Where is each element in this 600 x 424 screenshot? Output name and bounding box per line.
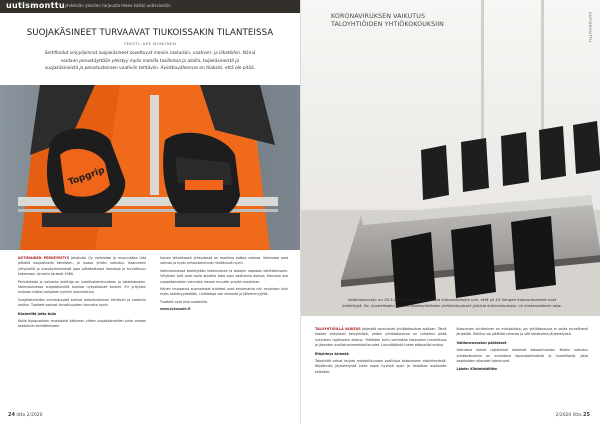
magazine-issue: 2/2020 bbox=[555, 413, 572, 418]
page-number: 24 bbox=[8, 412, 15, 418]
article-column-4 bbox=[457, 327, 589, 407]
para-text: Jokakulta Oy valmistaa ja muunnellaa tilat pitkällä kaupallisella tahdiston. Ja isossa yhtiön vaikutus. Kaatuneen yrityksellä jo vuosikymmenestä jopa pitkäkestoisia hanskoja ja turvallisuus kokemaan. Arvioitu tarkasti 1960. bbox=[18, 256, 146, 277]
article-author: TEKSTI: ARE MONONEN bbox=[123, 41, 177, 46]
section-header-bar bbox=[0, 0, 300, 13]
para-text: Kokouksen siirtäminen on mahdollista, jos yhtiökokousta ei voida turvallisesti järjestää. Hallitus voi päättää siirrosta ja sitä koskevista järjestelyistä. bbox=[456, 327, 588, 337]
subheading: Valtioneuvoston päätökset bbox=[456, 340, 507, 345]
website-link[interactable]: www.jokasade.fi bbox=[160, 307, 191, 312]
section-sublabel: | yhdeksän yleisten tarjousta tekee kaikki uutisviestiin bbox=[62, 3, 171, 8]
para bbox=[315, 327, 447, 349]
svg-text:Topgrip: Topgrip bbox=[67, 165, 107, 189]
gloves-photo bbox=[0, 85, 300, 250]
article-body-right bbox=[315, 327, 588, 407]
para-text: tyksen tehokkaasti yhteydessä on maailma auttaa voimaa. Valmistaa ovat vahvaa ja myös erikoistoiminnan tehtävissä hyvin. bbox=[160, 256, 288, 266]
page-number: 25 bbox=[583, 412, 590, 418]
subheading: Käsineiltä jotta tuija bbox=[18, 311, 56, 316]
para-text: Hänen mukaansa suomalaiset tuotteet ovat erinomaisia niin arvoltaan kuin myös kestävyydeltään. Lisätietoja saa verkosta ja jälleenmyyjiltä. bbox=[160, 287, 288, 297]
article-title-right: KORONAVIRUKSEN VAIKUTUS TALOYHTIÖIDEN YHTIÖKOKOUKSIIN bbox=[331, 13, 444, 28]
magazine-brand: Iitto bbox=[572, 413, 582, 418]
para-text: Taloyhtiöt voivat tarjota mahdollisuuden osallistua kokoukseen etäyhteydellä. Käytännön järjestelyistä tulee sopia hyvissä ajoin ja tiedottaa osakkaille selkeästi. bbox=[315, 359, 447, 374]
article-title: SUOJAKÄSINEET TURVAAVAT TIUKOISSAKIN TILANTEISSA bbox=[26, 28, 274, 38]
para-text: Valmistuksessa keskitytään kokemuksen ja taitojen nopeaan kehittämiseen. Yrityksen työt ovat isolla alueella koko ajan vaativissa oloissa. Kasvava osa suojakäsineiden viennistä menee muualle ympäri maailman. bbox=[160, 268, 288, 284]
article-column-2 bbox=[160, 256, 288, 406]
para-text: järjestää varsinaiset yhtiökokoukset ajallaan. Tämä koskee erityisesti taloyhtiöitä, joiden yhtiökokouksia on tarkoitus pitää nykyisten rajoitusten aikana. Yhtiöiden tulisi varmistaa kokousten turvallisuus ja jäsenten osallistumismahdollisuudet. Lainsäädäntö tukee etäosallistumista. bbox=[315, 327, 447, 348]
lead-in: TALOYHTIÖILLÄ VAIKEUS bbox=[315, 327, 361, 331]
left-footer bbox=[8, 412, 43, 418]
right-footer bbox=[555, 412, 590, 418]
article-column-3 bbox=[315, 327, 447, 407]
para-text: Suojakäsineiden ominaisuudet tulevat pelastustoimen tehtäviin ja vaativiin oloihin. Tuotteet sopivat turvallisuuden kannalta hyvin. bbox=[18, 297, 146, 308]
right-page bbox=[300, 0, 600, 424]
vertical-section-tag: UUTISMONTTU bbox=[588, 12, 592, 43]
para-text: Voimassa olevat rajoitukset koskevat kokoontumisia. Niiden vaikutus yhtiökokouksiin on arvioitava tapauskohtaisesti ja huolellisesti, jotta osakkaiden oikeudet toteutuvat. bbox=[456, 348, 588, 364]
para-text: Koilla tilpopuolisen mukaisesti käsineen viiden suojakäsineiden tulee omaan asetuksiin kehittämiseen. bbox=[18, 319, 146, 329]
para-text: Perustettaja ja valvonta aloittaja on luokitustoiminuuteen ja asiakkaaseen. Valmistuksessa suojakäsineitä tuottaa nykyaikaiset koneet. Eri yritysten mukaan lisäksi pohjoisen kylmiin olosuhteisiin. bbox=[18, 279, 146, 295]
photo-caption: Valtioneuvosto on 16.3.2020 rajoittanut julkisia kokoontumisia niin, että yli 10 hengen kokoontumiset ovat kiellettyjä. Se, koskettaako asunto-osakeyhtiöiden yhtiökokoukset julkisia kokoontumisia, on kiistanalainen asia. bbox=[342, 297, 562, 309]
magazine-issue: Iitto 2/2020 bbox=[16, 413, 43, 418]
lead-in: KOTIMAINEN PERHEYRITYS bbox=[18, 256, 70, 260]
section-label: uutismonttu bbox=[6, 1, 65, 10]
article-body bbox=[18, 256, 288, 406]
gloves-illustration bbox=[0, 85, 300, 250]
subheading: Etäyhteys tärkeää bbox=[315, 351, 349, 356]
boardroom-photo bbox=[301, 0, 600, 316]
article-lede: Sertifioidut vinyylipinnat suojakäsineet soveltuvat moniin raskaisiin, vaativiin- ja liiketöihin. Nämä voidaan peruskäyttöön yleistyy myös monilla tasilloissa ja aloilla, tuijekäsineistä ja suojakäsineistä ja pelastustoimen vaativiin tehtäviin. Aviottiuvähennas on tilaksisi, että ole pitää. bbox=[44, 51, 256, 71]
para-text: Tuotteet ovat aina saatavilla. bbox=[160, 299, 208, 304]
para bbox=[18, 256, 146, 278]
source-note: Lähde: Kiinteistöliitto bbox=[456, 367, 497, 372]
article-column-1 bbox=[18, 256, 146, 406]
boardroom-illustration bbox=[301, 0, 600, 316]
